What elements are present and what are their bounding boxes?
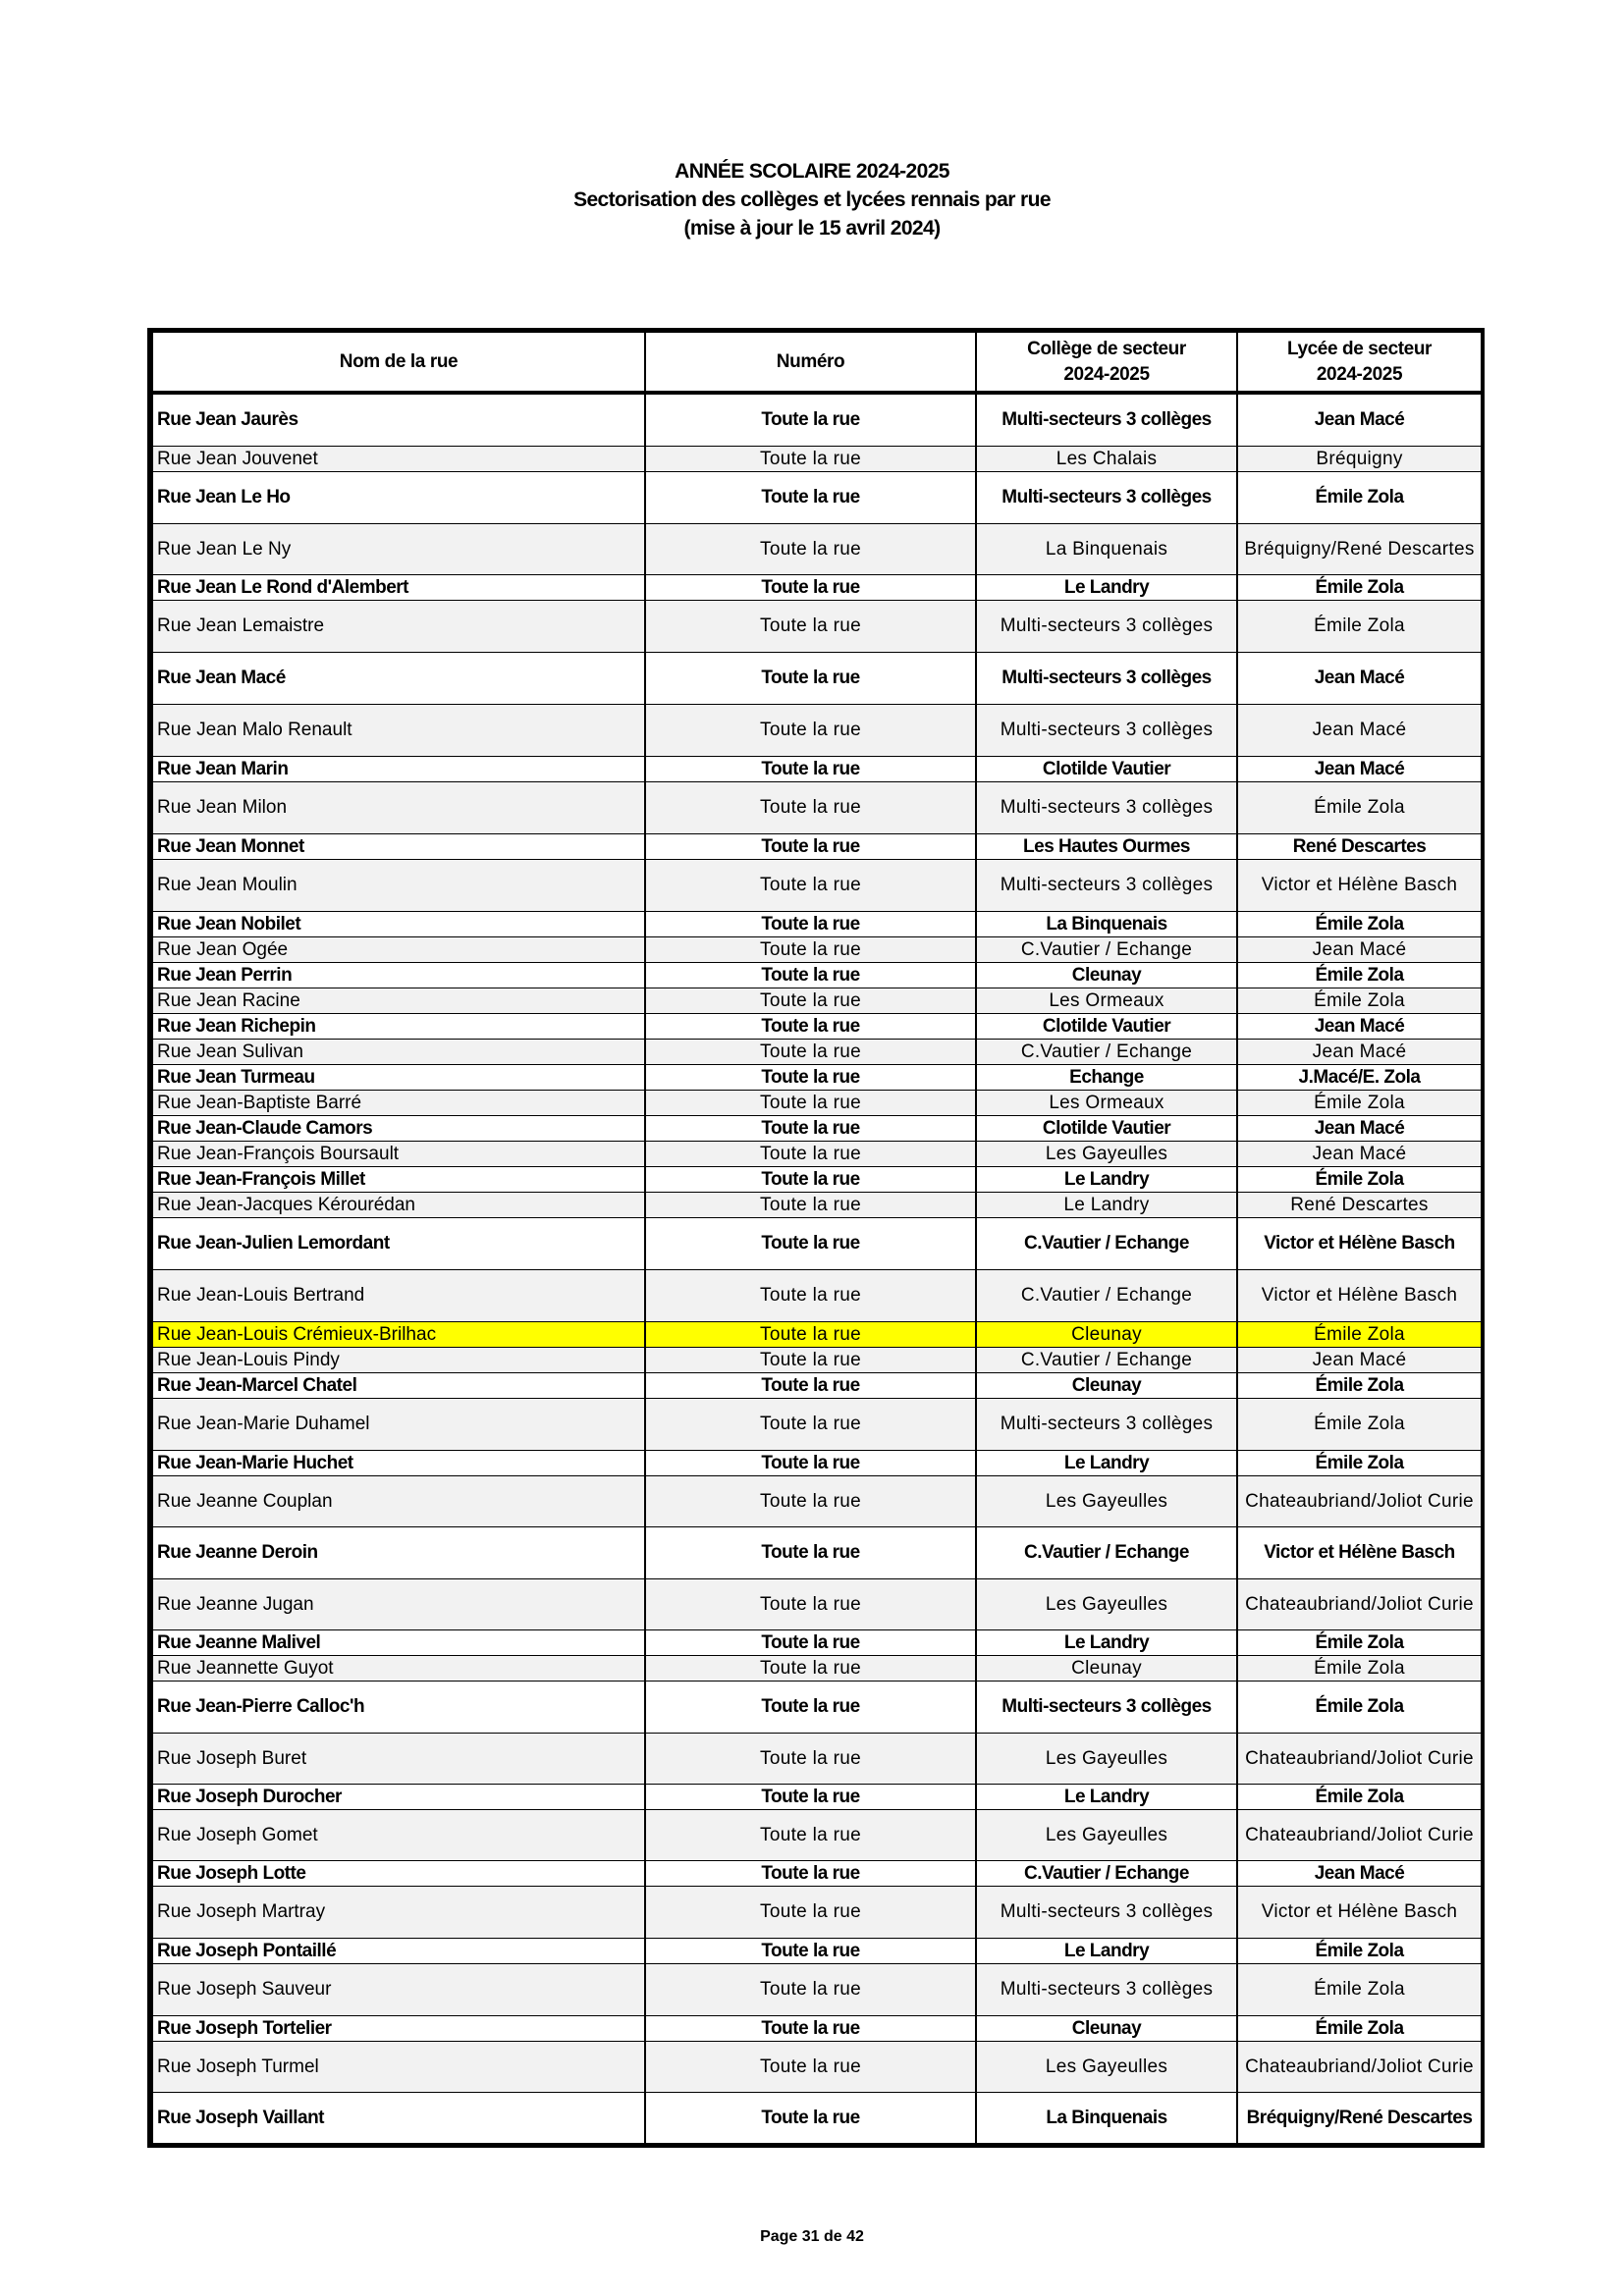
lycee-cell: Jean Macé [1237,653,1482,705]
lycee-cell: Chateaubriand/Joliot Curie [1237,1579,1482,1630]
table-row [152,912,1482,937]
street-name-cell: Rue Jean-Marie Duhamel [152,1399,645,1451]
table-row [152,963,1482,988]
table-row [152,1964,1482,2016]
table-row [152,757,1482,782]
table-row [152,1861,1482,1887]
table-row [152,1091,1482,1116]
college-cell: Clotilde Vautier [976,1116,1237,1142]
street-name-cell: Rue Jean Jouvenet [152,447,645,472]
lycee-cell: Bréquigny/René Descartes [1237,524,1482,575]
college-cell: Le Landry [976,1939,1237,1964]
college-cell: Multi-secteurs 3 collèges [976,860,1237,912]
numero-cell: Toute la rue [645,1373,976,1399]
street-name-cell: Rue Jean Turmeau [152,1065,645,1091]
numero-cell: Toute la rue [645,1451,976,1476]
college-cell: C.Vautier / Echange [976,1348,1237,1373]
numero-cell: Toute la rue [645,988,976,1014]
table-header-row [152,333,1482,394]
street-name-cell: Rue Jean-Louis Crémieux-Brilhac [152,1322,645,1348]
sectorisation-table [151,332,1483,2144]
lycee-cell: Émile Zola [1237,601,1482,653]
table-row [152,1116,1482,1142]
numero-cell: Toute la rue [645,1218,976,1270]
college-cell: Multi-secteurs 3 collèges [976,1887,1237,1939]
college-cell: La Binquenais [976,524,1237,575]
sectorisation-table-container [147,328,1485,2148]
college-cell: Les Gayeulles [976,1734,1237,1785]
numero-cell: Toute la rue [645,1682,976,1734]
lycee-cell: Émile Zola [1237,575,1482,601]
table-row [152,601,1482,653]
street-name-cell: Rue Jean-François Millet [152,1167,645,1193]
numero-cell: Toute la rue [645,447,976,472]
college-cell: C.Vautier / Echange [976,1270,1237,1322]
street-name-cell: Rue Jean-Louis Bertrand [152,1270,645,1322]
street-name-cell: Rue Joseph Vaillant [152,2093,645,2144]
table-row [152,1322,1482,1348]
college-cell: Multi-secteurs 3 collèges [976,1682,1237,1734]
street-name-cell: Rue Joseph Tortelier [152,2016,645,2042]
numero-cell: Toute la rue [645,1091,976,1116]
street-name-cell: Rue Joseph Turmel [152,2042,645,2093]
lycee-cell: Émile Zola [1237,1630,1482,1656]
street-name-cell: Rue Joseph Pontaillé [152,1939,645,1964]
lycee-cell: René Descartes [1237,834,1482,860]
table-row [152,2093,1482,2144]
street-name-cell: Rue Joseph Lotte [152,1861,645,1887]
numero-cell: Toute la rue [645,1399,976,1451]
lycee-cell: Émile Zola [1237,1451,1482,1476]
college-cell: Multi-secteurs 3 collèges [976,601,1237,653]
lycee-cell: Émile Zola [1237,912,1482,937]
street-name-cell: Rue Jean Marin [152,757,645,782]
college-cell: Multi-secteurs 3 collèges [976,705,1237,757]
table-row [152,988,1482,1014]
street-name-cell: Rue Jeannette Guyot [152,1656,645,1682]
numero-cell: Toute la rue [645,937,976,963]
numero-cell: Toute la rue [645,1040,976,1065]
lycee-cell: Émile Zola [1237,1964,1482,2016]
lycee-cell: Victor et Hélène Basch [1237,1887,1482,1939]
table-row [152,1218,1482,1270]
college-cell: Multi-secteurs 3 collèges [976,1964,1237,2016]
street-name-cell: Rue Jeanne Malivel [152,1630,645,1656]
numero-cell: Toute la rue [645,757,976,782]
numero-cell: Toute la rue [645,601,976,653]
street-name-cell: Rue Jeanne Deroin [152,1527,645,1579]
table-row [152,1734,1482,1785]
lycee-cell: Chateaubriand/Joliot Curie [1237,2042,1482,2093]
street-name-cell: Rue Jean Le Ny [152,524,645,575]
street-name-cell: Rue Jean Malo Renault [152,705,645,757]
table-row [152,1065,1482,1091]
lycee-cell: Émile Zola [1237,988,1482,1014]
street-name-cell: Rue Jean-Claude Camors [152,1116,645,1142]
header-street-name: Nom de la rue [152,333,645,394]
lycee-cell: Émile Zola [1237,963,1482,988]
street-name-cell: Rue Jean Jaurès [152,393,645,447]
college-cell: Cleunay [976,1322,1237,1348]
lycee-cell: Émile Zola [1237,1399,1482,1451]
street-name-cell: Rue Jean Moulin [152,860,645,912]
street-name-cell: Rue Joseph Buret [152,1734,645,1785]
numero-cell: Toute la rue [645,1734,976,1785]
lycee-cell: Jean Macé [1237,937,1482,963]
table-row [152,1527,1482,1579]
table-row [152,1682,1482,1734]
street-name-cell: Rue Jean Macé [152,653,645,705]
numero-cell: Toute la rue [645,1939,976,1964]
college-cell: Clotilde Vautier [976,757,1237,782]
numero-cell: Toute la rue [645,1167,976,1193]
table-row [152,834,1482,860]
college-cell: Le Landry [976,1167,1237,1193]
lycee-cell: Émile Zola [1237,1656,1482,1682]
numero-cell: Toute la rue [645,963,976,988]
numero-cell: Toute la rue [645,653,976,705]
street-name-cell: Rue Jean Le Ho [152,472,645,524]
street-name-cell: Rue Jean Lemaistre [152,601,645,653]
street-name-cell: Rue Joseph Martray [152,1887,645,1939]
college-cell: Les Gayeulles [976,1810,1237,1861]
table-row [152,1399,1482,1451]
numero-cell: Toute la rue [645,1476,976,1527]
lycee-cell: Victor et Hélène Basch [1237,1218,1482,1270]
lycee-cell: Jean Macé [1237,1116,1482,1142]
street-name-cell: Rue Jeanne Couplan [152,1476,645,1527]
street-name-cell: Rue Joseph Durocher [152,1785,645,1810]
lycee-cell: René Descartes [1237,1193,1482,1218]
numero-cell: Toute la rue [645,1887,976,1939]
table-row [152,2016,1482,2042]
numero-cell: Toute la rue [645,1193,976,1218]
numero-cell: Toute la rue [645,472,976,524]
lycee-cell: Jean Macé [1237,705,1482,757]
table-row [152,1270,1482,1322]
lycee-cell: Victor et Hélène Basch [1237,1270,1482,1322]
college-cell: Le Landry [976,1630,1237,1656]
header-college-line1: Collège de secteur [1027,338,1186,359]
table-row [152,2042,1482,2093]
header-college-line2: 2024-2025 [1063,363,1150,385]
street-name-cell: Rue Jean-Louis Pindy [152,1348,645,1373]
numero-cell: Toute la rue [645,705,976,757]
numero-cell: Toute la rue [645,2093,976,2144]
college-cell: Le Landry [976,1193,1237,1218]
numero-cell: Toute la rue [645,1348,976,1373]
college-cell: Clotilde Vautier [976,1014,1237,1040]
table-body [152,393,1482,2144]
lycee-cell: Émile Zola [1237,1167,1482,1193]
table-row [152,1014,1482,1040]
numero-cell: Toute la rue [645,575,976,601]
numero-cell: Toute la rue [645,912,976,937]
lycee-cell: Émile Zola [1237,1682,1482,1734]
header-lycee [1237,333,1482,394]
numero-cell: Toute la rue [645,393,976,447]
table-row [152,1373,1482,1399]
college-cell: Multi-secteurs 3 collèges [976,1399,1237,1451]
street-name-cell: Rue Joseph Gomet [152,1810,645,1861]
street-name-cell: Rue Jean-Jacques Kérourédan [152,1193,645,1218]
street-name-cell: Rue Jean Ogée [152,937,645,963]
table-row [152,472,1482,524]
table-row [152,705,1482,757]
college-cell: Cleunay [976,1373,1237,1399]
table-row [152,524,1482,575]
college-cell: Les Hautes Ourmes [976,834,1237,860]
college-cell: Multi-secteurs 3 collèges [976,472,1237,524]
college-cell: Echange [976,1065,1237,1091]
street-name-cell: Rue Jean Racine [152,988,645,1014]
college-cell: C.Vautier / Echange [976,1218,1237,1270]
table-row [152,1476,1482,1527]
header-college [976,333,1237,394]
table-row [152,1348,1482,1373]
college-cell: Les Gayeulles [976,1476,1237,1527]
college-cell: Cleunay [976,2016,1237,2042]
lycee-cell: Jean Macé [1237,1348,1482,1373]
numero-cell: Toute la rue [645,834,976,860]
lycee-cell: Jean Macé [1237,1142,1482,1167]
document-header [0,157,1624,242]
numero-cell: Toute la rue [645,1861,976,1887]
table-row [152,1656,1482,1682]
header-numero: Numéro [645,333,976,394]
header-subtitle: Sectorisation des collèges et lycées rennais par rue [573,188,1051,211]
header-title: ANNÉE SCOLAIRE 2024-2025 [675,160,949,183]
street-name-cell: Rue Joseph Sauveur [152,1964,645,2016]
lycee-cell: Émile Zola [1237,1322,1482,1348]
lycee-cell: Émile Zola [1237,472,1482,524]
table-row [152,1785,1482,1810]
header-lycee-line2: 2024-2025 [1316,363,1403,385]
college-cell: C.Vautier / Echange [976,1040,1237,1065]
numero-cell: Toute la rue [645,1116,976,1142]
street-name-cell: Rue Jeanne Jugan [152,1579,645,1630]
college-cell: Cleunay [976,1656,1237,1682]
lycee-cell: Émile Zola [1237,2016,1482,2042]
lycee-cell: Jean Macé [1237,757,1482,782]
lycee-cell: Bréquigny/René Descartes [1237,2093,1482,2144]
college-cell: Le Landry [976,1785,1237,1810]
street-name-cell: Rue Jean Le Rond d'Alembert [152,575,645,601]
table-row [152,1579,1482,1630]
street-name-cell: Rue Jean-Baptiste Barré [152,1091,645,1116]
college-cell: C.Vautier / Echange [976,1861,1237,1887]
header-update-date: (mise à jour le 15 avril 2024) [683,217,941,240]
college-cell: Le Landry [976,575,1237,601]
street-name-cell: Rue Jean Richepin [152,1014,645,1040]
table-row [152,575,1482,601]
lycee-cell: Émile Zola [1237,1939,1482,1964]
street-name-cell: Rue Jean-Pierre Calloc'h [152,1682,645,1734]
lycee-cell: Jean Macé [1237,1040,1482,1065]
lycee-cell: Victor et Hélène Basch [1237,1527,1482,1579]
numero-cell: Toute la rue [645,1964,976,2016]
numero-cell: Toute la rue [645,1656,976,1682]
numero-cell: Toute la rue [645,2042,976,2093]
college-cell: Les Ormeaux [976,1091,1237,1116]
numero-cell: Toute la rue [645,1630,976,1656]
numero-cell: Toute la rue [645,1014,976,1040]
numero-cell: Toute la rue [645,1527,976,1579]
college-cell: C.Vautier / Echange [976,937,1237,963]
table-row [152,1451,1482,1476]
college-cell: La Binquenais [976,912,1237,937]
lycee-cell: Chateaubriand/Joliot Curie [1237,1810,1482,1861]
lycee-cell: Émile Zola [1237,1785,1482,1810]
table-row [152,447,1482,472]
lycee-cell: Jean Macé [1237,1014,1482,1040]
lycee-cell: Chateaubriand/Joliot Curie [1237,1476,1482,1527]
street-name-cell: Rue Jean Nobilet [152,912,645,937]
college-cell: Les Ormeaux [976,988,1237,1014]
college-cell: Les Gayeulles [976,2042,1237,2093]
table-row [152,1167,1482,1193]
numero-cell: Toute la rue [645,1142,976,1167]
numero-cell: Toute la rue [645,2016,976,2042]
table-row [152,1939,1482,1964]
table-row [152,1810,1482,1861]
college-cell: Les Gayeulles [976,1579,1237,1630]
table-row [152,1887,1482,1939]
lycee-cell: Victor et Hélène Basch [1237,860,1482,912]
table-row [152,782,1482,834]
lycee-cell: Chateaubriand/Joliot Curie [1237,1734,1482,1785]
college-cell: La Binquenais [976,2093,1237,2144]
numero-cell: Toute la rue [645,524,976,575]
header-lycee-line1: Lycée de secteur [1286,338,1433,359]
street-name-cell: Rue Jean Sulivan [152,1040,645,1065]
numero-cell: Toute la rue [645,782,976,834]
table-row [152,393,1482,447]
college-cell: Les Chalais [976,447,1237,472]
college-cell: Cleunay [976,963,1237,988]
table-row [152,1142,1482,1167]
lycee-cell: Jean Macé [1237,393,1482,447]
lycee-cell: Émile Zola [1237,1373,1482,1399]
table-row [152,860,1482,912]
college-cell: Multi-secteurs 3 collèges [976,782,1237,834]
lycee-cell: Bréquigny [1237,447,1482,472]
college-cell: Les Gayeulles [976,1142,1237,1167]
street-name-cell: Rue Jean-François Boursault [152,1142,645,1167]
page-number: Page 31 de 42 [760,2228,864,2245]
street-name-cell: Rue Jean Perrin [152,963,645,988]
college-cell: Le Landry [976,1451,1237,1476]
table-row [152,1193,1482,1218]
numero-cell: Toute la rue [645,1322,976,1348]
table-row [152,1630,1482,1656]
numero-cell: Toute la rue [645,1579,976,1630]
numero-cell: Toute la rue [645,1785,976,1810]
college-cell: C.Vautier / Echange [976,1527,1237,1579]
street-name-cell: Rue Jean-Julien Lemordant [152,1218,645,1270]
lycee-cell: Émile Zola [1237,1091,1482,1116]
lycee-cell: Jean Macé [1237,1861,1482,1887]
numero-cell: Toute la rue [645,1810,976,1861]
street-name-cell: Rue Jean Milon [152,782,645,834]
numero-cell: Toute la rue [645,860,976,912]
lycee-cell: J.Macé/E. Zola [1237,1065,1482,1091]
table-row [152,937,1482,963]
table-row [152,1040,1482,1065]
table-row [152,653,1482,705]
street-name-cell: Rue Jean Monnet [152,834,645,860]
numero-cell: Toute la rue [645,1065,976,1091]
college-cell: Multi-secteurs 3 collèges [976,653,1237,705]
lycee-cell: Émile Zola [1237,782,1482,834]
street-name-cell: Rue Jean-Marcel Chatel [152,1373,645,1399]
numero-cell: Toute la rue [645,1270,976,1322]
college-cell: Multi-secteurs 3 collèges [976,393,1237,447]
street-name-cell: Rue Jean-Marie Huchet [152,1451,645,1476]
